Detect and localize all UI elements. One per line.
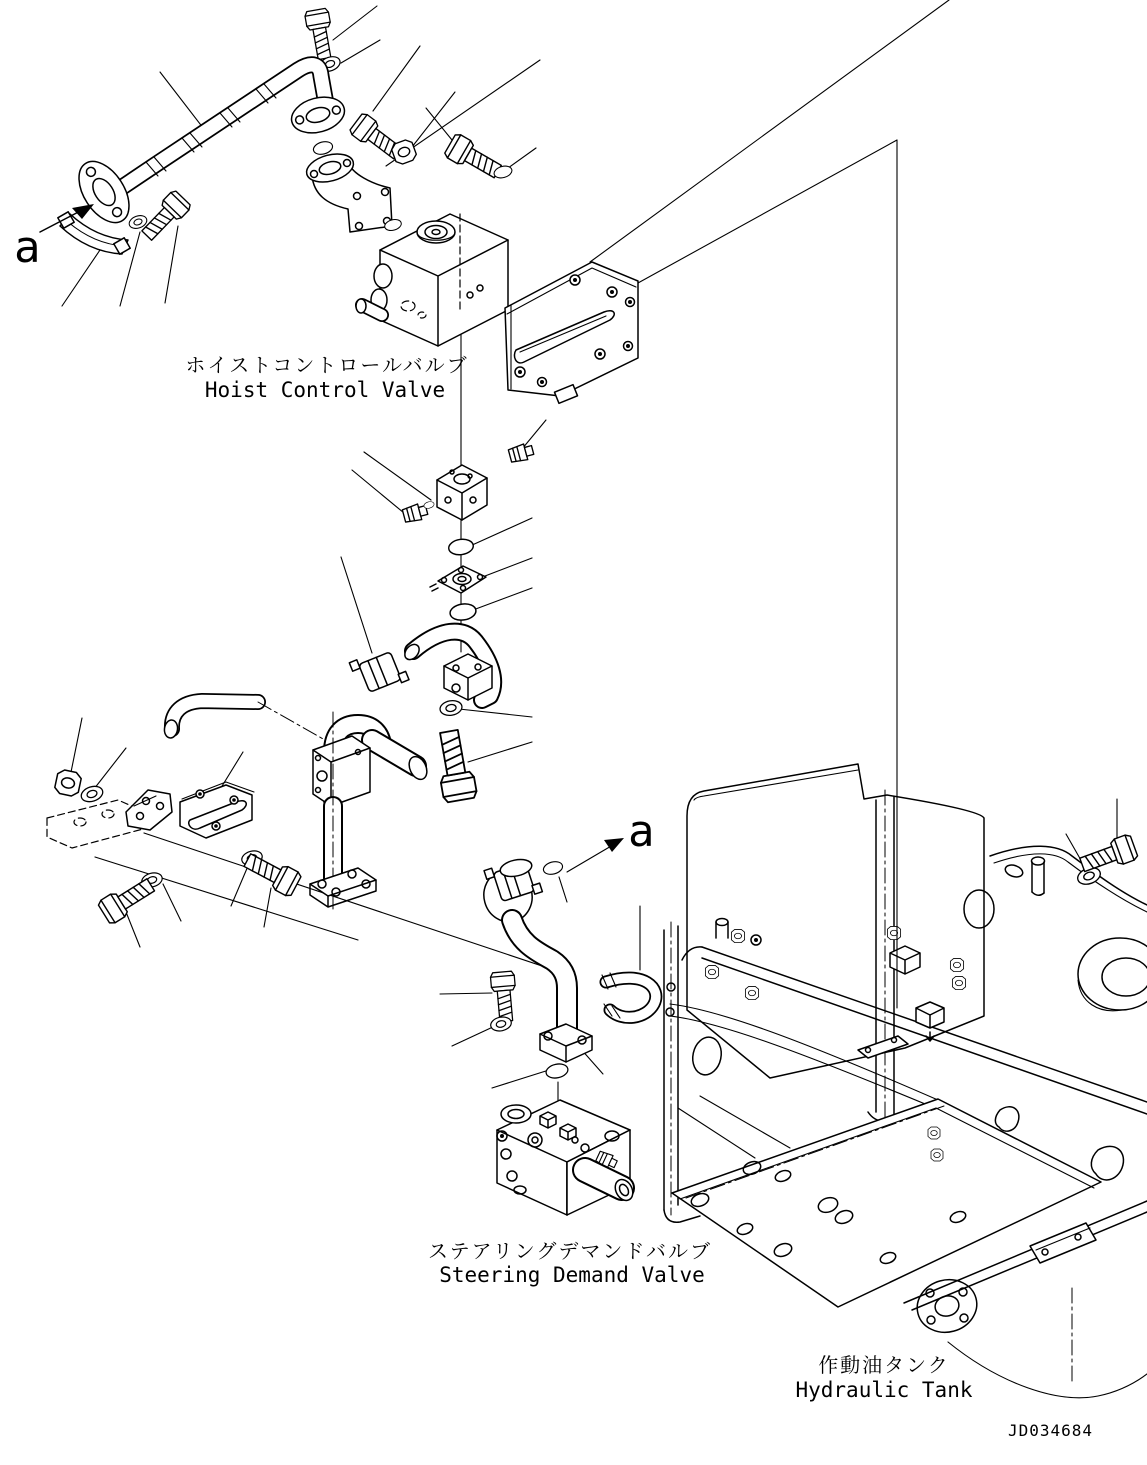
hose	[112, 65, 326, 194]
bolt	[1078, 834, 1139, 878]
bolt	[490, 971, 518, 1022]
o-ring	[545, 1062, 569, 1080]
valve-plate	[430, 566, 486, 593]
washer	[79, 784, 104, 805]
view-marker-a-left: a	[14, 222, 41, 273]
steering-elbow-pipe	[478, 856, 592, 1062]
steering-valve-label-jp: ステアリングデマンドバルブ	[428, 1239, 712, 1263]
view-marker-a-right: a	[628, 806, 655, 857]
nut	[54, 769, 82, 797]
o-ring	[449, 602, 477, 621]
drawing-number: JD034684	[1008, 1421, 1094, 1440]
standpipe	[310, 712, 430, 912]
bolt	[304, 8, 336, 61]
hydraulic-tank-label-en: Hydraulic Tank	[795, 1378, 973, 1402]
washer	[439, 699, 463, 717]
bolt	[138, 189, 192, 244]
pipe-clamp	[349, 644, 409, 698]
hoist-valve-label-jp: ホイストコントロールバルブ	[185, 353, 469, 377]
elbow-tube-assembly	[349, 632, 493, 700]
hydraulic-tank-label-jp: 作動油タンク	[818, 1353, 950, 1377]
elbow-fitting	[303, 149, 392, 232]
u-hose	[602, 973, 656, 1018]
support-arm	[126, 790, 172, 830]
hoist-valve-label-en: Hoist Control Valve	[204, 378, 446, 402]
bent-tube	[163, 701, 332, 744]
bolt	[241, 848, 302, 897]
view-arrow-a-right	[567, 838, 624, 872]
suction-pipe-group	[47, 701, 430, 925]
steering-demand-valve	[497, 1100, 636, 1215]
frame-back-panel	[687, 764, 984, 1078]
pipe-bracket	[180, 782, 254, 838]
elbow-flange-plate	[288, 92, 349, 139]
valve-mounting-bracket	[505, 262, 638, 403]
steering-valve-label-en: Steering Demand Valve	[439, 1263, 705, 1287]
o-ring	[542, 860, 564, 877]
manifold-block	[402, 442, 535, 524]
plug-fitting	[508, 442, 535, 464]
bolt	[97, 874, 158, 926]
o-ring	[448, 538, 475, 556]
pipe-base-flange	[540, 1024, 592, 1062]
hoist-control-valve	[356, 214, 508, 346]
stud-bolt	[432, 729, 477, 803]
